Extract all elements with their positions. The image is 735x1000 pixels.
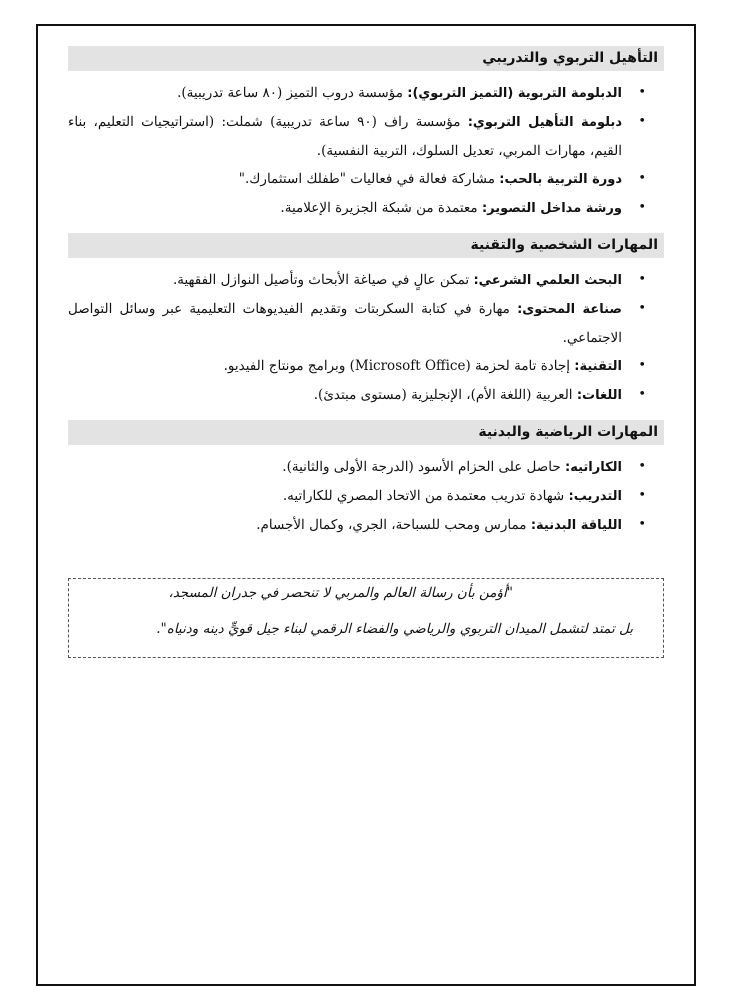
list-item xyxy=(68,352,664,381)
list-item xyxy=(68,194,664,223)
list-item xyxy=(68,511,664,540)
item-label: صناعة المحتوى: xyxy=(517,302,622,317)
item-label: دورة التربية بالحب: xyxy=(499,172,622,187)
list-item xyxy=(68,482,664,511)
item-text: تمكن عالٍ في صياغة الأبحاث وتأصيل النوازل الفقهية. xyxy=(172,272,474,288)
item-label: البحث العلمي الشرعي: xyxy=(473,273,622,288)
item-label: التقنية: xyxy=(574,359,622,374)
section-header-skills: المهارات الشخصية والتقنية xyxy=(68,233,664,258)
quote-line-1: "أؤمن بأن رسالة العالم والمربي لا تنحصر في جدران المسجد، xyxy=(168,585,513,601)
list-item xyxy=(68,381,664,410)
item-label: الدبلومة التربوية (التميز التربوي): xyxy=(407,86,622,101)
list-item xyxy=(68,108,664,165)
item-label: اللغات: xyxy=(576,388,622,403)
item-text: إجادة تامة لحزمة (Microsoft Office) وبرامج مونتاج الفيديو. xyxy=(223,358,575,374)
section-header-sports: المهارات الرياضية والبدنية xyxy=(68,420,664,445)
item-label: ورشة مداخل التصوير: xyxy=(481,201,622,216)
list-item xyxy=(68,79,664,108)
quote-line-2: بل تمتد لتشمل الميدان التربوي والرياضي والفضاء الرقمي لبناء جيل قويٍّ دينه ودنياه". xyxy=(156,621,633,637)
skills-list xyxy=(68,266,664,410)
list-item xyxy=(68,266,664,295)
item-label: الكاراتيه: xyxy=(565,460,622,475)
item-text: مشاركة فعالة في فعاليات "طفلك استثمارك." xyxy=(238,171,500,187)
quote-box xyxy=(68,578,664,658)
item-text: حاصل على الحزام الأسود (الدرجة الأولى والثانية). xyxy=(282,459,565,475)
item-label: اللياقة البدنية: xyxy=(530,518,622,533)
list-item xyxy=(68,165,664,194)
section-header-training: التأهيل التربوي والتدريبي xyxy=(68,46,664,71)
list-item xyxy=(68,453,664,482)
item-text: ممارس ومحب للسباحة، الجري، وكمال الأجسام. xyxy=(256,517,531,533)
sports-list xyxy=(68,453,664,540)
item-text: العربية (اللغة الأم)، الإنجليزية (مستوى مبتدئ). xyxy=(313,387,577,403)
item-text: مؤسسة راف (٩٠ ساعة تدريبية) شملت: (استراتيجيات التعليم، بناء القيم، مهارات المربي، تعديل السلوك، التربية النفسية). xyxy=(68,114,622,159)
item-text: مؤسسة دروب التميز (٨٠ ساعة تدريبية). xyxy=(177,85,408,101)
list-item xyxy=(68,295,664,352)
item-text: معتمدة من شبكة الجزيرة الإعلامية. xyxy=(280,200,482,216)
training-list xyxy=(68,79,664,223)
item-text: مهارة في كتابة السكربتات وتقديم الفيديوهات التعليمية عبر وسائل التواصل الاجتماعي. xyxy=(68,301,622,346)
item-label: التدريب: xyxy=(568,489,622,504)
item-text: شهادة تدريب معتمدة من الاتحاد المصري للكاراتيه. xyxy=(282,488,569,504)
cv-content xyxy=(68,46,664,550)
item-label: دبلومة التأهيل التربوي: xyxy=(467,115,622,130)
